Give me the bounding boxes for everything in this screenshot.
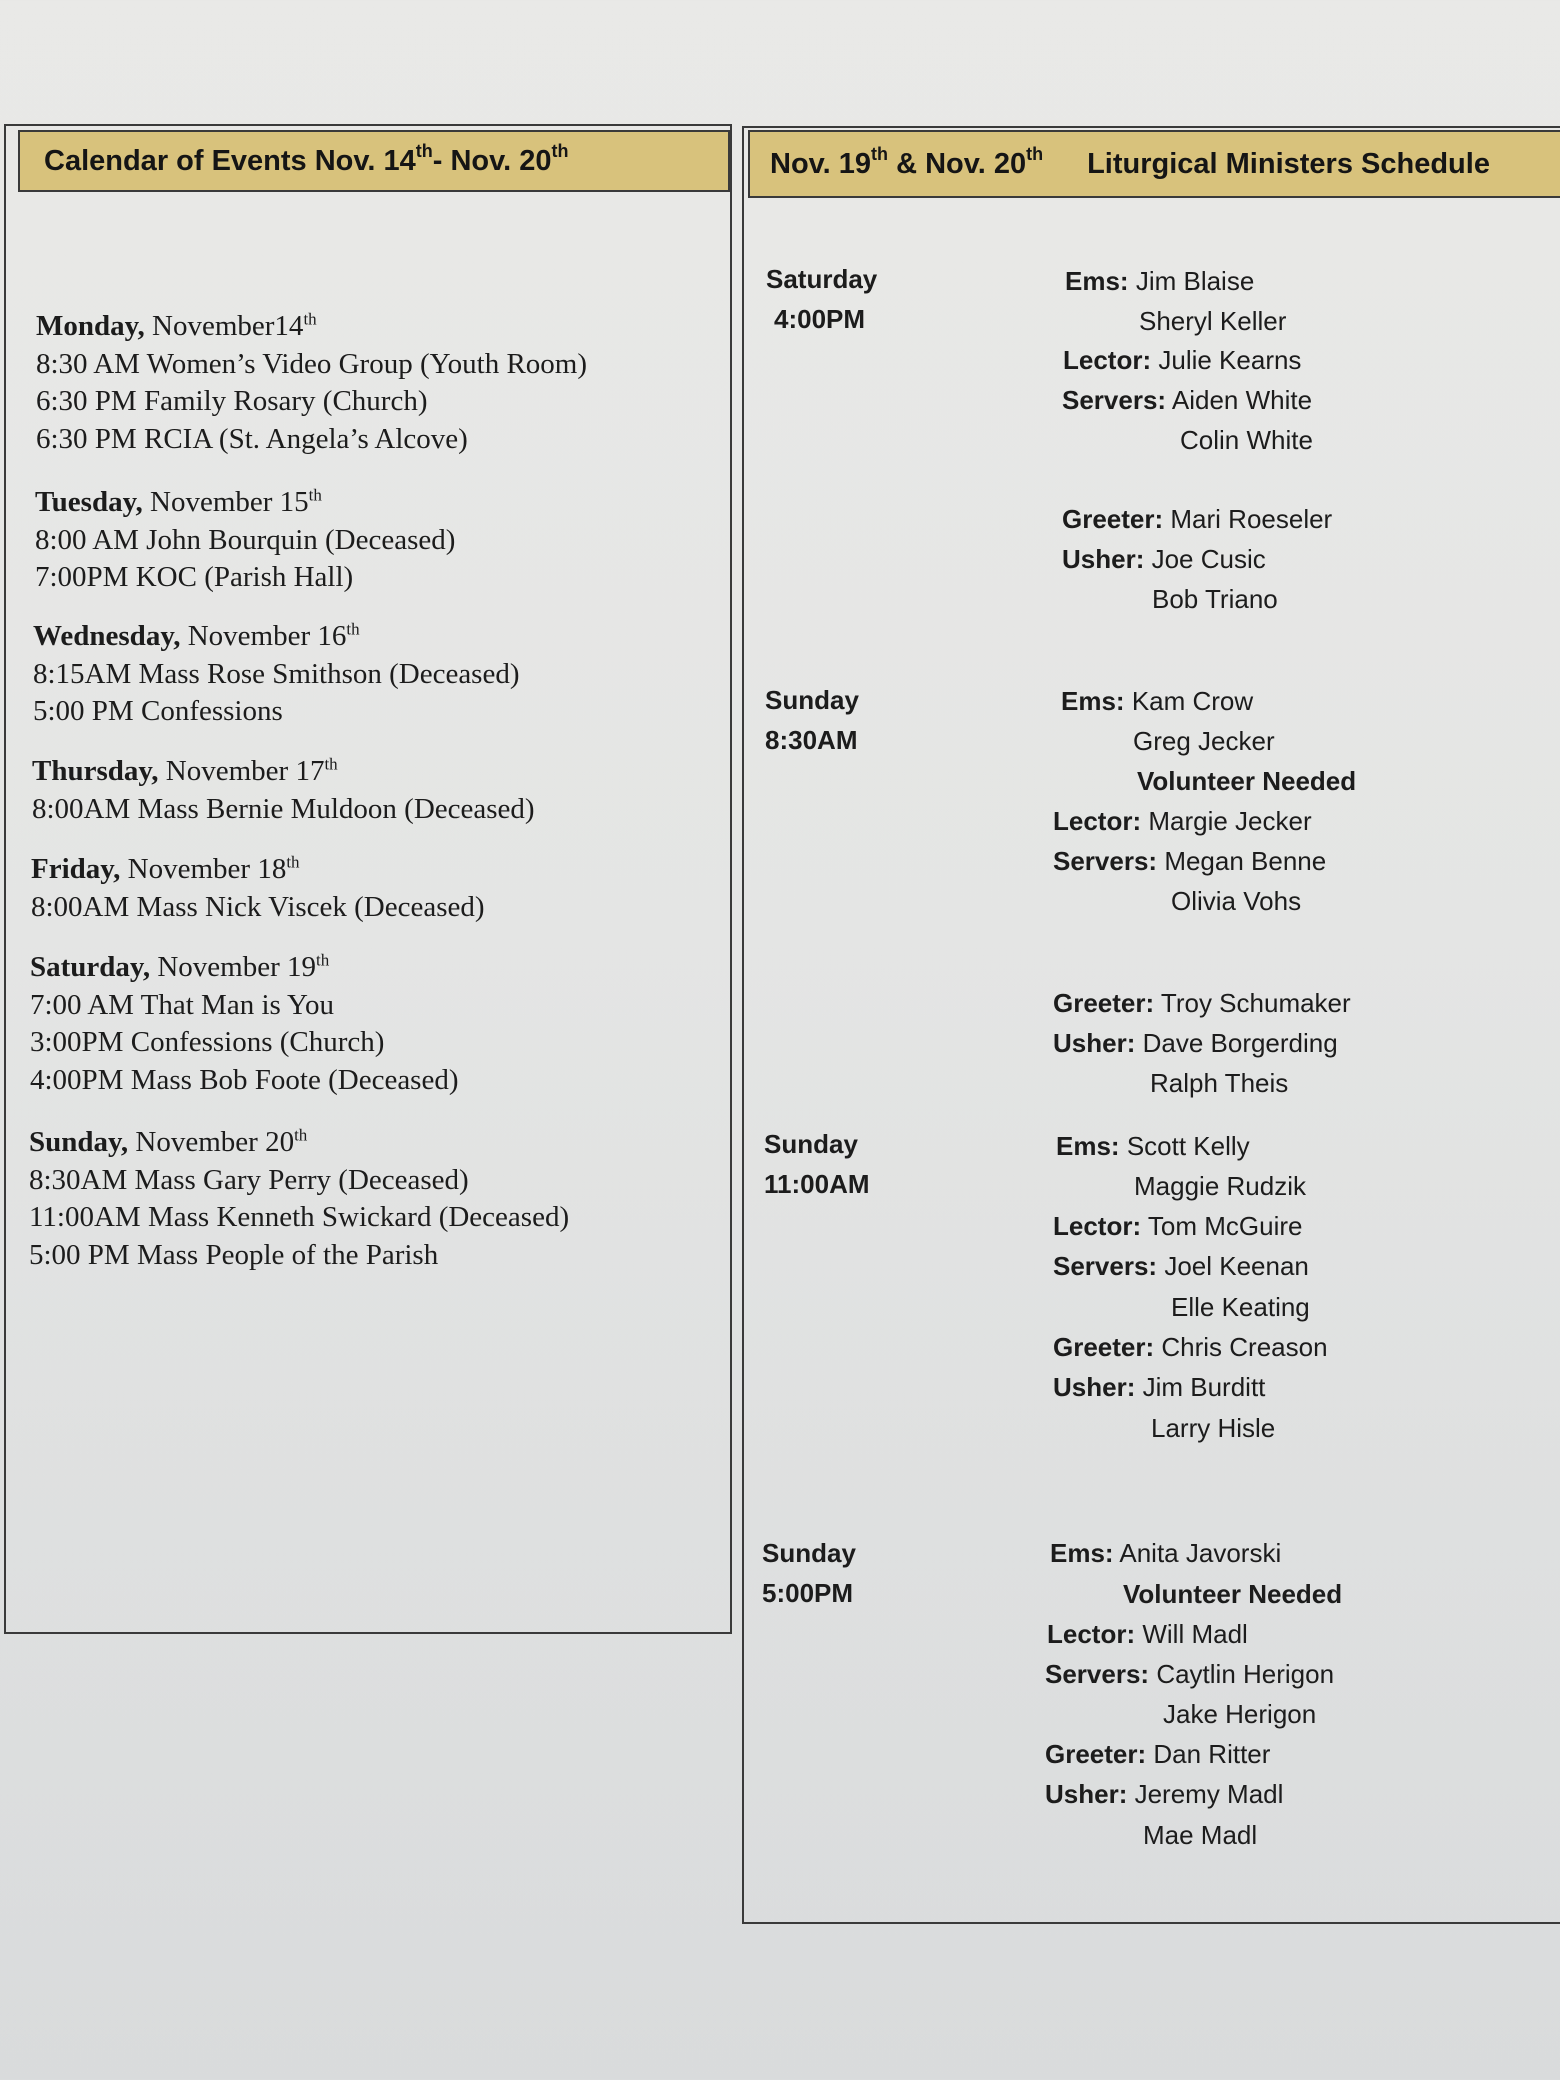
- minister-row: Greg Jecker: [1133, 726, 1275, 756]
- minister-row: Larry Hisle: [1151, 1413, 1276, 1443]
- minister-row: Ems: Scott Kelly: [1056, 1131, 1250, 1161]
- minister-row: Greeter: Troy Schumaker: [1053, 988, 1351, 1018]
- minister-row: Servers: Aiden White: [1062, 385, 1313, 415]
- calendar-header: [18, 130, 730, 192]
- day-heading: Wednesday, November 16th: [33, 619, 360, 652]
- calendar-day: [33, 618, 520, 731]
- minister-row: Ems: Anita Javorski: [1050, 1538, 1282, 1568]
- calendar-day: [32, 753, 535, 828]
- minister-row: Lector: Tom McGuire: [1053, 1211, 1303, 1241]
- minister-row: Lector: Will Madl: [1047, 1619, 1248, 1649]
- event-line: 5:00 PM Mass People of the Parish: [29, 1238, 439, 1271]
- day-heading: Monday, November14th: [36, 309, 317, 342]
- minister-row: Colin White: [1180, 425, 1313, 455]
- minister-row: Ems: Jim Blaise: [1065, 266, 1255, 296]
- minister-row: Jake Herigon: [1163, 1699, 1317, 1729]
- slot-time: 11:00AM: [764, 1169, 870, 1199]
- minister-row: Ralph Theis: [1150, 1068, 1289, 1098]
- calendar-day: [29, 1124, 569, 1274]
- minister-row: Usher: Joe Cusic: [1062, 544, 1266, 574]
- day-heading: Sunday, November 20th: [29, 1125, 308, 1158]
- minister-row: Servers: Caytlin Herigon: [1045, 1659, 1335, 1689]
- minister-row: Usher: Jim Burditt: [1053, 1372, 1266, 1402]
- schedule-title: Liturgical Ministers Schedule: [1087, 147, 1490, 180]
- event-line: 5:00 PM Confessions: [33, 695, 283, 727]
- event-line: 8:00AM Mass Nick Viscek (Deceased): [31, 890, 485, 923]
- event-line: 3:00PM Confessions (Church): [30, 1026, 385, 1058]
- day-heading: Friday, November 18th: [31, 852, 300, 885]
- event-line: 8:30AM Mass Gary Perry (Deceased): [29, 1163, 469, 1196]
- day-heading: Thursday, November 17th: [32, 754, 338, 787]
- slot-day: Saturday: [766, 264, 878, 294]
- volunteer-needed: Volunteer Needed: [1123, 1579, 1343, 1609]
- minister-row: Sheryl Keller: [1139, 306, 1287, 336]
- schedule-date-range: Nov. 19th & Nov. 20th: [770, 143, 1044, 180]
- mass-slot: [764, 1124, 870, 1204]
- ministers-header: [748, 130, 1560, 198]
- slot-time: 5:00PM: [762, 1578, 854, 1608]
- slot-day: Sunday: [765, 685, 859, 715]
- slot-time: 4:00PM: [774, 304, 866, 334]
- slot-day: Sunday: [764, 1129, 858, 1159]
- slot-day: Sunday: [762, 1538, 856, 1568]
- calendar-day: [31, 851, 485, 926]
- event-line: 7:00PM KOC (Parish Hall): [35, 561, 354, 593]
- day-heading: Tuesday, November 15th: [35, 485, 322, 518]
- minister-row: Usher: Dave Borgerding: [1053, 1028, 1338, 1058]
- minister-row: Greeter: Mari Roeseler: [1062, 504, 1333, 534]
- minister-row: Lector: Margie Jecker: [1053, 806, 1312, 836]
- event-line: 8:30 AM Women’s Video Group (Youth Room): [36, 347, 587, 380]
- minister-row: Greeter: Chris Creason: [1053, 1332, 1328, 1362]
- event-line: 7:00 AM That Man is You: [30, 988, 335, 1021]
- slot-time: 8:30AM: [765, 725, 858, 755]
- minister-row: Maggie Rudzik: [1134, 1171, 1306, 1201]
- minister-row: Servers: Joel Keenan: [1053, 1251, 1309, 1281]
- event-line: 8:00 AM John Bourquin (Deceased): [35, 523, 456, 556]
- calendar-title: Calendar of Events Nov. 14th- Nov. 20th: [44, 140, 569, 177]
- event-line: 8:15AM Mass Rose Smithson (Deceased): [33, 657, 520, 690]
- minister-row: Bob Triano: [1152, 584, 1278, 614]
- mass-slot: [765, 680, 859, 760]
- event-line: 11:00AM Mass Kenneth Swickard (Deceased): [29, 1201, 570, 1233]
- volunteer-needed: Volunteer Needed: [1137, 766, 1357, 796]
- minister-row: Lector: Julie Kearns: [1063, 345, 1302, 375]
- day-heading: Saturday, November 19th: [30, 950, 330, 983]
- minister-row: Greeter: Dan Ritter: [1045, 1739, 1271, 1769]
- minister-row: Elle Keating: [1171, 1292, 1310, 1322]
- calendar-day: [36, 308, 587, 458]
- mass-slot: [762, 1533, 856, 1613]
- minister-row: Mae Madl: [1143, 1820, 1258, 1850]
- calendar-day: [30, 949, 459, 1099]
- calendar-day: [35, 484, 455, 597]
- minister-row: Ems: Kam Crow: [1061, 686, 1254, 716]
- event-line: 4:00PM Mass Bob Foote (Deceased): [30, 1063, 459, 1096]
- minister-row: Usher: Jeremy Madl: [1045, 1779, 1284, 1809]
- event-line: 6:30 PM RCIA (St. Angela’s Alcove): [36, 422, 468, 455]
- event-line: 6:30 PM Family Rosary (Church): [36, 385, 428, 417]
- mass-slot: [766, 259, 877, 339]
- event-line: 8:00AM Mass Bernie Muldoon (Deceased): [32, 792, 535, 825]
- minister-row: Olivia Vohs: [1171, 886, 1302, 916]
- minister-row: Servers: Megan Benne: [1053, 846, 1327, 876]
